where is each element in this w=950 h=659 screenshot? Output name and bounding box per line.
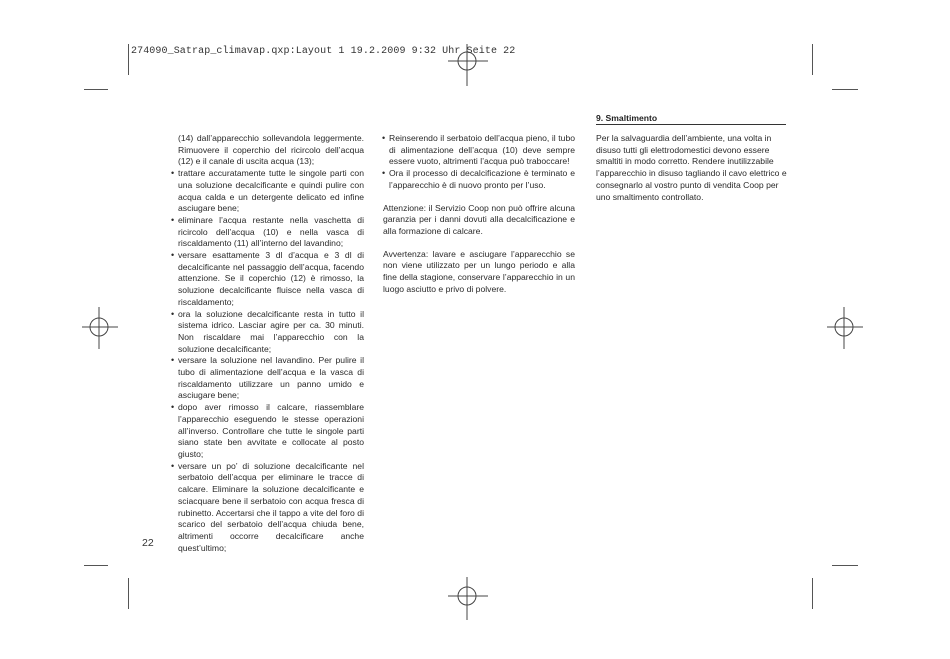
crop-mark-top-left-vertical bbox=[128, 44, 129, 75]
list-item: • trattare accuratamente tutte le singole parti con una soluzione decalcificante e quindi pulire con acqua calda e un detergente delicato ed infine asciugare bene; bbox=[172, 168, 364, 215]
text-column-3 bbox=[596, 133, 788, 214]
registration-mark-left-icon bbox=[80, 305, 120, 351]
crop-mark-bottom-right-vertical bbox=[812, 578, 813, 609]
list-item: • versare esattamente 3 dl d’acqua e 3 dl di decalcificante nel passaggio dell’acqua, facendo attenzione. Se il coperchio (12) è rimosso, la soluzione decalcificante fluisce nella vasca di riscaldamento; bbox=[172, 250, 364, 309]
text-column-1 bbox=[172, 133, 364, 554]
warning-paragraph: Avvertenza: lavare e asciugare l’apparecchio se non viene utilizzato per un lungo periodo e alla fine della stagione, conservare l’apparecchio in un luogo asciutto e privo di polvere. bbox=[383, 248, 575, 294]
list-item: • dopo aver rimosso il calcare, riassemblare l’apparecchio eseguendo le stesse operazioni all’inverso. Controllare che tutte le singole parti siano state ben avvitate e collocate al posto giusto; bbox=[172, 402, 364, 461]
crop-mark-bottom-left-horizontal bbox=[84, 565, 108, 566]
crop-mark-top-right-vertical bbox=[812, 44, 813, 75]
crop-mark-bottom-right-horizontal bbox=[832, 565, 858, 566]
list-item: • Ora il processo di decalcificazione è terminato e l’apparecchio è di nuovo pronto per l’uso. bbox=[383, 168, 575, 191]
crop-mark-top-right-horizontal bbox=[832, 89, 858, 90]
attention-paragraph: Attenzione: il Servizio Coop non può offrire alcuna garanzia per i danni dovuti alla decalcificazione e alla formazione di calcare. bbox=[383, 202, 575, 236]
list-item: • versare la soluzione nel lavandino. Per pulire il tubo di alimentazione dell’acqua e la vasca di riscaldamento utilizzare un panno umido e asciugare bene; bbox=[172, 355, 364, 402]
registration-mark-bottom-icon bbox=[444, 574, 498, 624]
disposal-paragraph: Per la salvaguardia dell’ambiente, una volta in disuso tutti gli elettrodomestici devono essere smaltiti in modo corretto. Rendere inutilizzabile l’apparecchio in disuso tagliando il cavo elettrico e consegnarlo al vostro punto di vendita Coop per uno smaltimento controllato. bbox=[596, 133, 787, 202]
text-column-2 bbox=[383, 133, 575, 306]
crop-mark-bottom-left-vertical bbox=[128, 578, 129, 609]
registration-mark-top-icon bbox=[444, 36, 498, 90]
decalcification-steps-list bbox=[172, 168, 364, 554]
list-item: • Reinserendo il serbatoio dell’acqua pieno, il tubo di alimentazione dell’acqua (10) deve sempre essere vuoto, altrimenti l’acqua può traboccare! bbox=[383, 133, 575, 168]
registration-mark-right-icon bbox=[825, 305, 865, 351]
crop-mark-top-left-horizontal bbox=[84, 89, 108, 90]
column1-lead-paragraph: (14) dall’apparecchio sollevandola leggermente. Rimuovere il coperchio del ricircolo dell’acqua (12) e il canale di uscita acqua (13); bbox=[178, 133, 364, 167]
list-item: • versare un po’ di soluzione decalcificante nel serbatoio dell’acqua per eliminare le tracce di calcare. Eliminare la soluzione decalcificante e sciacquare bene il serbatoio con acqua fresca di rubinetto. Accertarsi che il tappo a vite del foro di scarico del serbatoio dell’acqua chiuda bene, altrimenti occorre decalcificare anche quest’ultimo; bbox=[172, 461, 364, 555]
print-slug: 274090_Satrap_climavap.qxp:Layout 1 19.2.2009 9:32 Uhr Seite 22 bbox=[131, 46, 516, 57]
section-title-disposal: 9. Smaltimento bbox=[596, 113, 786, 125]
list-item: • eliminare l’acqua restante nella vaschetta di ricircolo dell’acqua (10) e nella vasca di riscaldamento (11) all’interno del lavandino; bbox=[172, 215, 364, 250]
list-item: • ora la soluzione decalcificante resta in tutto il sistema idrico. Lasciar agire per ca. 30 minuti. Non riscaldare mai l’apparecchio con la soluzione decalcificante; bbox=[172, 309, 364, 356]
final-steps-list bbox=[383, 133, 575, 192]
page-number: 22 bbox=[142, 537, 154, 549]
